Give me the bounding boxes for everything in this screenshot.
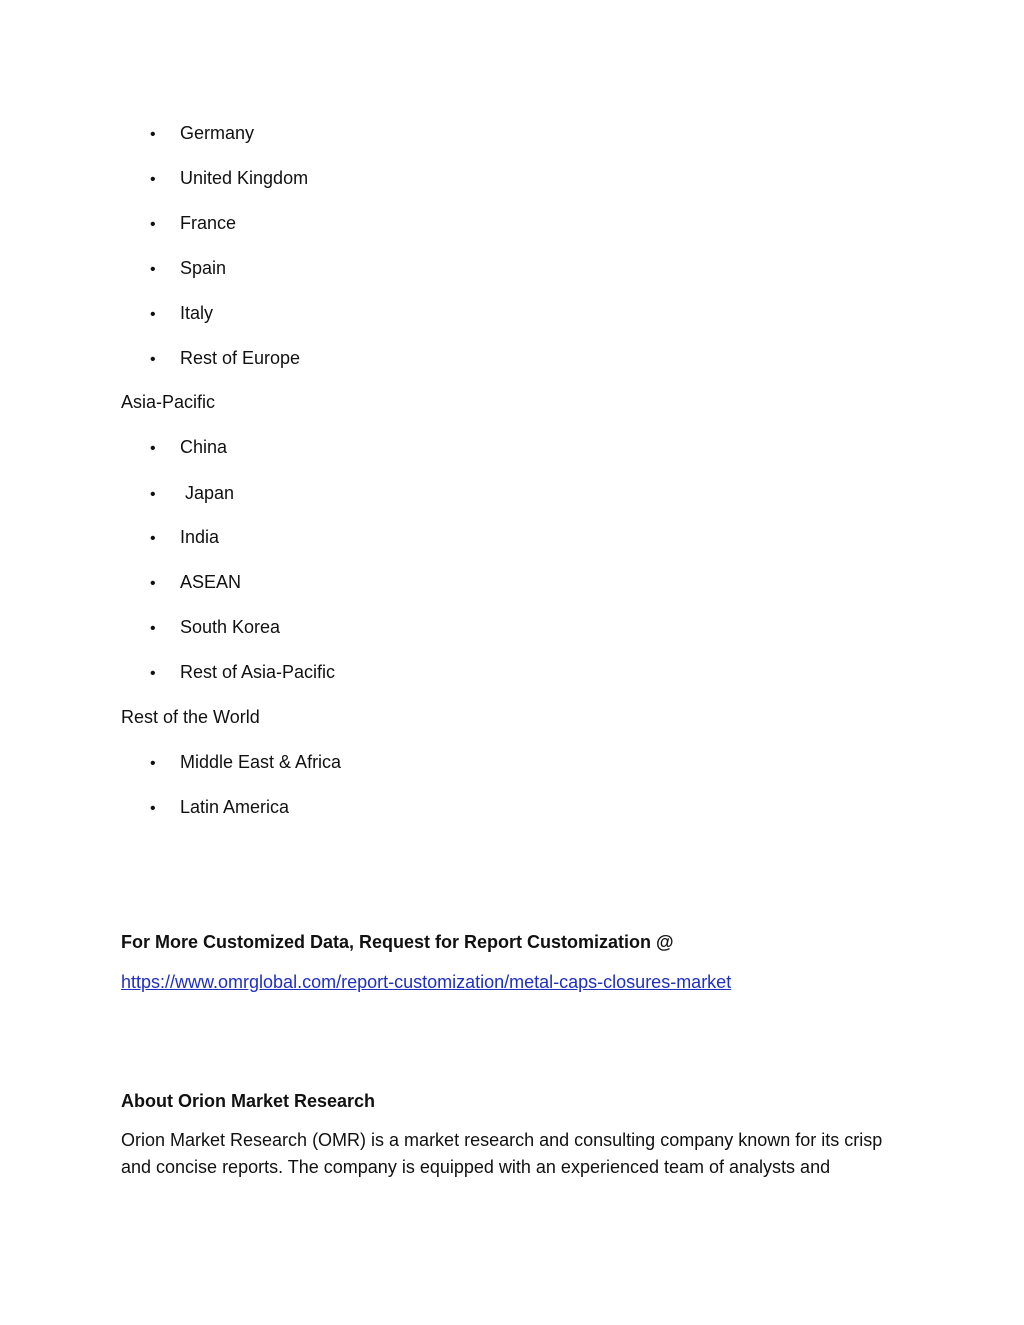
- asia-item-asean: ASEAN: [180, 572, 242, 592]
- bullet-icon: •: [150, 440, 156, 457]
- about-line-2: and concise reports. The company is equipped with an experienced team of analysts and: [121, 1157, 831, 1177]
- europe-item-rest: Rest of Europe: [180, 348, 301, 368]
- list-item: [150, 796, 289, 820]
- list-item: [150, 436, 227, 460]
- asia-item-south-korea: South Korea: [180, 617, 281, 637]
- bullet-icon: •: [150, 800, 156, 817]
- about-line-1: Orion Market Research (OMR) is a market research and consulting company known for its crisp: [121, 1130, 883, 1150]
- list-item: [150, 167, 308, 191]
- bullet-icon: •: [150, 575, 156, 592]
- customization-heading: For More Customized Data, Request for Report Customization @: [121, 932, 674, 952]
- list-item: [150, 347, 300, 371]
- bullet-icon: •: [150, 755, 156, 772]
- customization-link[interactable]: https://www.omrglobal.com/report-customization/metal-caps-closures-market: [121, 972, 732, 992]
- asia-item-india: India: [180, 527, 220, 547]
- list-item: [150, 526, 219, 550]
- list-item: [150, 616, 280, 640]
- section-heading-asia-pacific: Asia-Pacific: [121, 392, 216, 412]
- europe-item-germany: Germany: [180, 123, 255, 143]
- list-item: [150, 661, 335, 685]
- europe-item-france: France: [180, 213, 237, 233]
- europe-item-italy: Italy: [180, 303, 214, 323]
- about-paragraph: [121, 1127, 911, 1181]
- bullet-icon: •: [150, 306, 156, 323]
- list-item: [150, 571, 241, 595]
- list-item: [150, 482, 234, 506]
- bullet-icon: •: [150, 171, 156, 188]
- about-heading: About Orion Market Research: [121, 1091, 376, 1111]
- asia-item-rest: Rest of Asia-Pacific: [180, 662, 336, 682]
- bullet-icon: •: [150, 216, 156, 233]
- europe-item-spain: Spain: [180, 258, 227, 278]
- bullet-icon: •: [150, 126, 156, 143]
- list-item: [150, 212, 236, 236]
- bullet-icon: •: [150, 351, 156, 368]
- asia-item-china: China: [180, 437, 228, 457]
- list-item: [150, 302, 213, 326]
- asia-item-japan: Japan: [180, 483, 235, 503]
- list-item: [150, 257, 226, 281]
- list-item: [150, 751, 341, 775]
- row-item-mea: Middle East & Africa: [180, 752, 342, 772]
- bullet-icon: •: [150, 261, 156, 278]
- europe-item-uk: United Kingdom: [180, 168, 309, 188]
- row-item-latin-america: Latin America: [180, 797, 290, 817]
- bullet-icon: •: [150, 486, 156, 503]
- bullet-icon: •: [150, 665, 156, 682]
- list-item: [150, 122, 254, 146]
- bullet-icon: •: [150, 620, 156, 637]
- section-heading-rest-of-world: Rest of the World: [121, 707, 260, 727]
- bullet-icon: •: [150, 530, 156, 547]
